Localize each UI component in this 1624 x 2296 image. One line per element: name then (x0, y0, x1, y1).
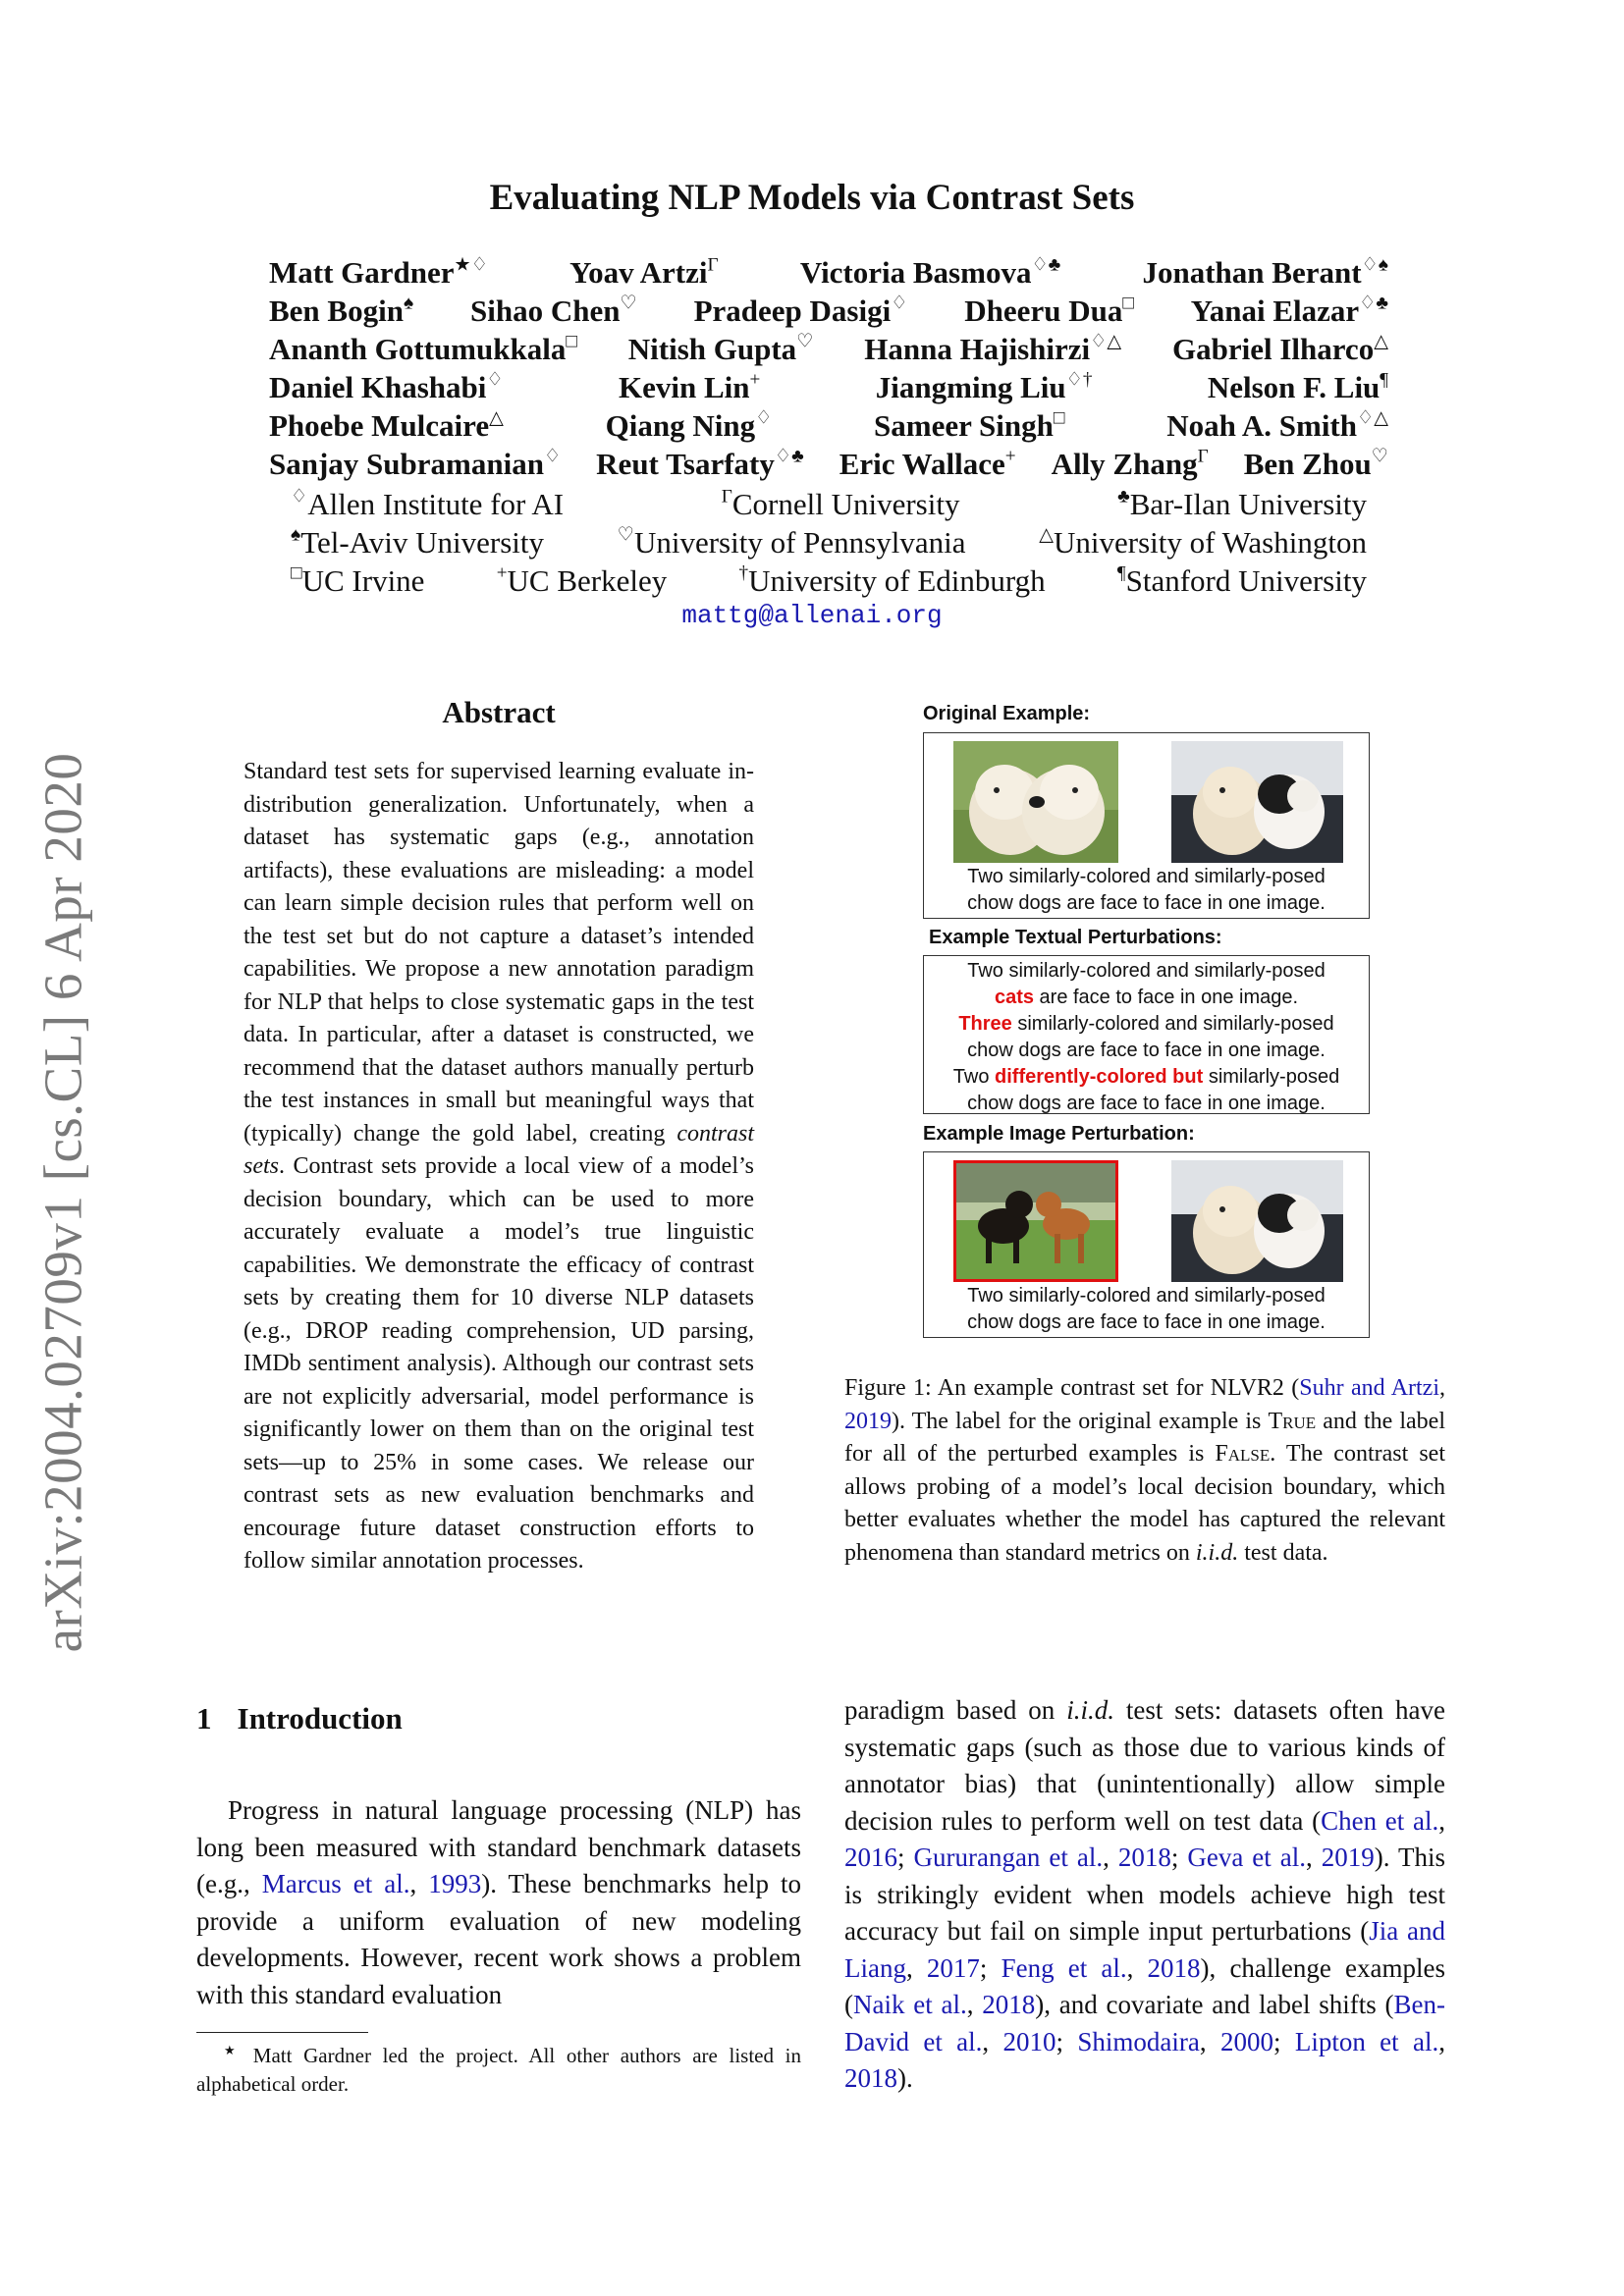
citation-link[interactable]: Suhr and Artzi (1299, 1375, 1440, 1401)
author: Phoebe Mulcaire△ (269, 407, 504, 443)
author: Sameer Singh□ (874, 407, 1065, 443)
author: Ally Zhang$^\Gamma$ (1051, 446, 1209, 481)
author: Yanai Elazar♢♣ (1190, 293, 1388, 328)
section-heading-introduction: 1 Introduction (196, 1701, 403, 1735)
rottweiler-photo (953, 1160, 1118, 1282)
perturbation-line: cats are face to face in one image. (994, 987, 1299, 1008)
affiliation-list (269, 485, 1388, 600)
author: Gabriel Ilharco△ (1171, 331, 1388, 366)
citation-year-link[interactable]: 2018 (1147, 1952, 1201, 1983)
footnote-rule (196, 2032, 368, 2033)
citation-year-link[interactable]: 2019 (844, 1408, 892, 1434)
author: Qiang Ning♢ (605, 407, 773, 443)
figure-label-image: Example Image Perturbation: (923, 1123, 1195, 1145)
citation-link[interactable]: Jia and Liang (844, 1916, 1445, 1983)
perturbation-line: chow dogs are face to face in one image. (967, 1093, 1326, 1114)
chow-photo-right (1171, 1160, 1343, 1282)
author: Nitish Gupta♡ (627, 331, 814, 366)
perturbation-line: Two differently-colored but similarly-posed (952, 1066, 1340, 1088)
author: Ananth Gottumukkala□ (269, 331, 577, 366)
affiliation: †University of Edinburgh (738, 562, 1046, 598)
affiliation-row (269, 523, 1388, 561)
author-row (269, 445, 1388, 483)
affiliation: $^\Gamma$Cornell University (721, 486, 960, 521)
citation-link[interactable]: Shimodaira (1077, 2026, 1200, 2056)
affiliation: ♣Bar-Ilan University (1117, 486, 1367, 521)
author: Daniel Khashabi♢ (269, 369, 504, 404)
author: Reut Tsarfaty♢♣ (596, 446, 804, 481)
figure-label-original: Original Example: (923, 703, 1091, 724)
affiliation: ¶Stanford University (1116, 562, 1367, 598)
affiliation: △University of Washington (1039, 524, 1367, 560)
contact-email-link[interactable]: mattg@allenai.org (681, 601, 943, 630)
affiliation: ♢Allen Institute for AI (291, 486, 565, 521)
citation-year-link[interactable]: 2000 (1219, 2026, 1273, 2056)
intro-paragraph-continued: paradigm based on i.i.d. test sets: datasets often have systematic gaps (such as those due to various kinds of annotator bias) that (unintentionally) allow simple decision rules to perform well on test data (Chen et al., 2016; Gururangan et al., 2018; Geva et al., 2019). This is strikingly evident when models achieve high test accuracy but fail on simple input perturbations (Jia and Liang, 2017; Feng et al., 2018), challenge examples (Naik et al., 2018), and covariate and label shifts (Ben-David et al., 2010; Shimodaira, 2000; Lipton et al., 2018). (844, 1695, 1446, 2093)
image-caption-line: Two similarly-colored and similarly-posed (967, 1285, 1326, 1307)
perturbation-line: chow dogs are face to face in one image. (967, 1040, 1326, 1061)
footnote: ★ Matt Gardner led the project. All other authors are listed in alphabetical order. (196, 2042, 802, 2096)
figure-caption: Figure 1: An example contrast set for NLVR2 (Suhr and Artzi, 2019). The label for the original example is True and the label for all of the perturbed examples is False. The contrast set allows probing of a model’s local decision boundary, which better evaluates whether the model has captured the relevant phenomena than standard metrics on i.i.d. test data. (844, 1375, 1446, 1566)
author: Sanjay Subramanian♢ (269, 446, 562, 481)
citation-year-link[interactable]: 2017 (926, 1952, 980, 1983)
arxiv-stamp: arXiv:2004.02709v1 [cs.CL] 6 Apr 2020 (32, 752, 93, 1653)
citation-link[interactable]: Chen et al. (1321, 1805, 1439, 1836)
citation-link[interactable]: Gururangan et al. (913, 1842, 1104, 1872)
figure-label-textual: Example Textual Perturbations: (929, 927, 1222, 948)
citation-year-link[interactable]: 2018 (844, 2063, 897, 2093)
author: Sihao Chen♡ (470, 293, 637, 328)
author-list (269, 253, 1388, 483)
author: Pradeep Dasigi♢ (693, 293, 908, 328)
citation-year-link[interactable]: 2018 (982, 1990, 1036, 2019)
author: Noah A. Smith♢△ (1166, 407, 1388, 443)
citation-link[interactable]: Marcus et al. (261, 1869, 410, 1898)
author-row (269, 292, 1388, 330)
author: Jiangming Liu♢† (875, 369, 1093, 404)
author: Ben Bogin♠ (269, 293, 414, 328)
citation-link[interactable]: Geva et al. (1187, 1842, 1306, 1872)
author-row (269, 368, 1388, 406)
perturbation-line: Two similarly-colored and similarly-posed (967, 960, 1326, 982)
author: Dheeru Dua□ (964, 293, 1134, 328)
citation-year-link[interactable]: 2018 (1117, 1842, 1171, 1872)
author: Hanna Hajishirzi♢△ (864, 331, 1122, 366)
textual-perturbations-panel (923, 955, 1370, 1114)
original-caption-line: Two similarly-colored and similarly-posed (967, 866, 1326, 887)
image-perturbation-panel (923, 1151, 1370, 1338)
affiliation: ♠Tel-Aviv University (291, 524, 544, 560)
author: Ben Zhou♡ (1243, 446, 1388, 481)
author: Nelson F. Liu¶ (1207, 369, 1388, 404)
citation-year-link[interactable]: 2019 (1321, 1842, 1375, 1872)
affiliation: □UC Irvine (291, 562, 425, 598)
citation-year-link[interactable]: 1993 (428, 1869, 482, 1898)
citation-link[interactable]: Lipton et al. (1294, 2026, 1439, 2056)
citation-year-link[interactable]: 2010 (1002, 2026, 1056, 2056)
author: Matt Gardner★♢ (269, 254, 488, 290)
citation-year-link[interactable]: 2016 (844, 1842, 897, 1872)
author: Victoria Basmova♢♣ (799, 254, 1061, 290)
affiliation-row (269, 561, 1388, 600)
chow-photo-right (1171, 741, 1343, 863)
author: Yoav Artzi$^\Gamma$ (569, 254, 719, 290)
citation-link[interactable]: Ben-David et al. (844, 1990, 1445, 2056)
citation-link[interactable]: Naik et al. (853, 1990, 967, 2019)
author: Eric Wallace+ (839, 446, 1016, 481)
author-row (269, 253, 1388, 292)
original-caption-line: chow dogs are face to face in one image. (967, 892, 1326, 914)
citation-link[interactable]: Feng et al. (1001, 1952, 1127, 1983)
author: Jonathan Berant♢♠ (1142, 254, 1388, 290)
image-caption-line: chow dogs are face to face in one image. (967, 1311, 1326, 1333)
author-row (269, 406, 1388, 445)
author: Kevin Lin+ (619, 369, 761, 404)
affiliation: +UC Berkeley (496, 562, 668, 598)
intro-paragraph: Progress in natural language processing (NLP) has long been measured with standard benchmark datasets (e.g., Marcus et al., 1993). These benchmarks help to provide a uniform evaluation of new modeling developments. However, recent work shows a problem with this standard evaluation (196, 1795, 801, 2009)
perturbation-line: Three similarly-colored and similarly-posed (958, 1013, 1334, 1035)
author-row (269, 330, 1388, 368)
abstract-text: Standard test sets for supervised learning evaluate in-distribution generalization. Unfortunately, when a dataset has systematic gaps (e.g., annotation artifacts), these evaluations are misleading: a model can learn simple decision rules that perform well on the test set but do not capture a dataset’s intended capabilities. We propose a new annotation paradigm for NLP that helps to close systematic gaps in the test data. In particular, after a dataset is constructed, we recommend that the dataset authors manually perturb the test instances in small but meaningful ways that (typically) change the gold label, creating contrast sets. Contrast sets provide a local view of a model’s decision boundary, which can be used to more accurately evaluate a model’s true linguistic capabilities. We demonstrate the efficacy of contrast sets by creating them for 10 diverse NLP datasets (e.g., DROP reading comprehension, UD parsing, IMDb sentiment analysis). Although our contrast sets are not explicitly adversarial, model performance is significantly lower on them than on the original test sets—up to 25% in some cases. We release our contrast sets as new evaluation benchmarks and encourage future dataset construction efforts to follow similar annotation processes. (244, 759, 754, 1574)
affiliation: ♡University of Pennsylvania (617, 524, 966, 560)
affiliation-row (269, 485, 1388, 523)
abstract-heading: Abstract (442, 695, 556, 729)
puppies-photo-left (953, 741, 1118, 863)
paper-title: Evaluating NLP Models via Contrast Sets (489, 178, 1135, 218)
original-example-panel (923, 732, 1370, 919)
